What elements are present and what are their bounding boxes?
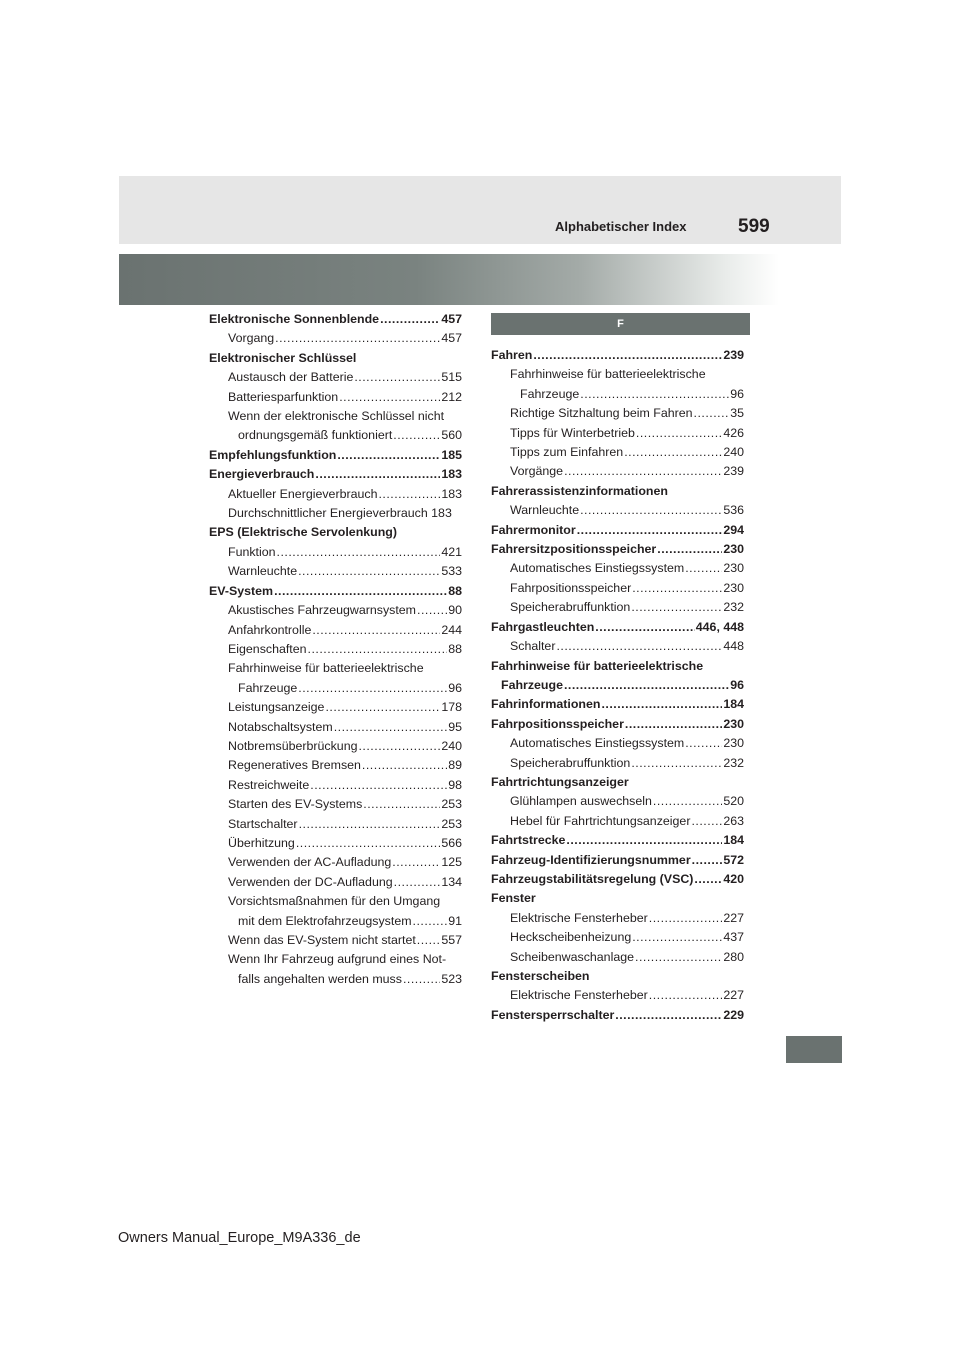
index-entry-page: 232 — [723, 755, 744, 770]
index-entry-leader — [564, 462, 722, 481]
index-entry-leader — [595, 618, 694, 637]
index-entry-page: 240 — [441, 738, 462, 753]
index-entry-leader — [378, 485, 440, 504]
index-entry — [491, 1006, 744, 1025]
index-entry-leader — [334, 718, 448, 737]
thumb-index-tab — [786, 1036, 842, 1063]
index-entry-text: Richtige Sitzhaltung beim Fahren — [510, 406, 693, 421]
index-entry-page: 125 — [441, 855, 462, 870]
index-entry — [209, 640, 462, 659]
index-entry-page: 178 — [441, 700, 462, 715]
index-entry — [491, 792, 744, 811]
index-entry-page: 533 — [441, 564, 462, 579]
index-entry — [209, 368, 462, 387]
index-entry-leader — [632, 579, 722, 598]
index-entry-text: Fahrpositionsspeicher — [510, 580, 632, 595]
index-entry — [209, 776, 462, 795]
index-entry — [491, 559, 744, 578]
index-entry-leader — [394, 873, 441, 892]
index-entry-text: Fahrzeuge — [238, 680, 298, 695]
index-entry-text: Verwenden der DC-Aufladung — [228, 874, 393, 889]
index-entry-page: 421 — [441, 544, 462, 559]
index-entry-text: Fenstersperrschalter — [491, 1007, 615, 1022]
index-entry-page: 240 — [723, 445, 744, 460]
index-entry-leader — [691, 812, 722, 831]
index-entry-page: 212 — [441, 389, 462, 404]
index-entry — [491, 540, 744, 559]
index-entry-page: 184 — [723, 697, 744, 712]
index-entry — [491, 870, 744, 889]
index-entry-leader — [417, 601, 447, 620]
index-entry-page: 523 — [441, 971, 462, 986]
index-entry-leader — [296, 834, 441, 853]
index-entry-text: Fenster — [491, 891, 536, 906]
index-entry-text: Speicherabruffunktion — [510, 600, 631, 615]
index-entry-text: Wenn Ihr Fahrzeug aufgrund eines Not- — [228, 952, 447, 967]
index-entry-text: Austausch der Batterie — [228, 370, 354, 385]
index-entry — [209, 698, 462, 717]
index-entry-leader — [577, 521, 723, 540]
index-entry — [491, 734, 744, 753]
index-entry-leader — [310, 776, 447, 795]
index-entry-text: Durchschnittlicher Energieverbrauch 183 — [228, 506, 452, 521]
index-entry-text: Fahrhinweise für batterieelektrische — [228, 661, 424, 676]
index-entry — [209, 388, 462, 407]
index-entry-page: 253 — [441, 797, 462, 812]
index-entry-text: Eigenschaften — [228, 641, 307, 656]
index-entry — [491, 482, 744, 501]
index-entry-text: Elektronischer Schlüssel — [209, 350, 357, 365]
index-entry — [209, 853, 462, 872]
index-entry-text: Regeneratives Bremsen — [228, 758, 361, 773]
index-entry-text: Fahrerassistenzinformationen — [491, 483, 668, 498]
index-entry-text: Fahrzeuge — [501, 677, 563, 692]
index-entry-leader — [413, 912, 448, 931]
index-entry-text: Warnleuchte — [228, 564, 298, 579]
index-entry-text: Starten des EV-Systems — [228, 797, 363, 812]
index-entry-text: Restreichweite — [228, 777, 310, 792]
index-entry — [209, 718, 462, 737]
index-entry-text: Scheibenwaschanlage — [510, 949, 634, 964]
index-entry-leader — [299, 815, 441, 834]
index-entry-page: 230 — [723, 736, 744, 751]
index-entry-leader — [362, 756, 447, 775]
index-entry-leader — [315, 465, 440, 484]
index-entry-text: Vorsichtsmaßnahmen für den Umgang — [228, 894, 441, 909]
index-entry-page: 183 — [441, 486, 462, 501]
index-entry-page: 572 — [723, 852, 744, 867]
page-number: 599 — [738, 216, 770, 237]
index-entry-page: 98 — [448, 777, 462, 792]
index-entry-text: Tipps für Winterbetrieb — [510, 425, 635, 440]
index-entry-page: 185 — [441, 447, 462, 462]
index-entry-leader — [631, 754, 722, 773]
index-entry-text: EV-System — [209, 583, 274, 598]
index-entry — [491, 385, 744, 404]
index-entry-page: 227 — [723, 910, 744, 925]
index-entry — [491, 501, 744, 520]
index-entry — [491, 346, 744, 365]
index-entry-leader — [653, 792, 722, 811]
index-entry-text: Leistungsanzeige — [228, 700, 325, 715]
index-entry-leader — [275, 329, 440, 348]
index-entry-text: Überhitzung — [228, 835, 295, 850]
index-entry — [209, 465, 462, 484]
index-entry-text: Notbremsüberbrückung — [228, 738, 358, 753]
index-entry-page: 230 — [723, 561, 744, 576]
index-entry — [491, 754, 744, 773]
index-entry — [491, 695, 744, 714]
index-entry-leader — [564, 676, 729, 695]
index-entry-page: 557 — [441, 933, 462, 947]
index-entry — [491, 773, 744, 792]
index-entry-text: Fahrpositionsspeicher — [491, 716, 624, 731]
index-entry-page: 520 — [723, 794, 744, 809]
index-entry-text: Startschalter — [228, 816, 298, 831]
index-entry-text: Schalter — [510, 639, 556, 654]
index-entry-leader — [635, 948, 722, 967]
index-entry-text: ordnungsgemäß funktioniert — [238, 428, 393, 443]
index-entry — [491, 831, 744, 850]
index-entry-text: Fahrzeugstabilitätsregelung (VSC) — [491, 871, 694, 886]
index-entry-leader — [393, 426, 440, 445]
index-entry — [209, 621, 462, 640]
index-entry-text: falls angehalten werden muss — [238, 971, 402, 986]
index-entry — [209, 523, 462, 542]
index-entry — [491, 365, 744, 384]
index-entry-leader — [685, 734, 722, 753]
index-entry-leader — [625, 715, 722, 734]
index-entry — [209, 737, 462, 756]
index-entry-leader — [580, 385, 729, 404]
index-entry — [209, 873, 462, 892]
header-gradient-bar — [119, 254, 779, 305]
index-entry — [209, 659, 462, 678]
index-entry-leader — [298, 562, 440, 581]
index-entry — [209, 601, 462, 620]
index-entry-page: 227 — [723, 988, 744, 1003]
index-entry — [209, 349, 462, 368]
index-entry-text: Notabschaltsystem — [228, 719, 333, 734]
index-entry-leader — [566, 831, 722, 850]
index-entry — [209, 931, 462, 950]
index-entry — [491, 909, 744, 928]
index-entry-page: 88 — [448, 583, 462, 598]
index-entry-page: 230 — [723, 580, 744, 595]
index-entry — [491, 715, 744, 734]
index-entry-text: Verwenden der AC-Aufladung — [228, 855, 392, 870]
index-entry-page: 96 — [448, 680, 462, 695]
index-column-right — [491, 310, 744, 1025]
index-entry — [209, 679, 462, 698]
index-entry-page: 457 — [441, 312, 462, 326]
index-entry-text: Hebel für Fahrtrichtungsanzeiger — [510, 813, 691, 828]
index-entry — [209, 834, 462, 853]
index-column-left — [209, 310, 462, 989]
index-entry-leader — [580, 501, 722, 520]
index-entry-text: Wenn das EV-System nicht startet — [228, 933, 416, 947]
index-entry-text: Speicherabruffunktion — [510, 755, 631, 770]
index-entry — [491, 676, 744, 695]
index-entry-page: 280 — [723, 949, 744, 964]
index-entry — [491, 598, 744, 617]
index-entry-page: 230 — [723, 542, 744, 557]
index-entry-text: Batteriesparfunktion — [228, 389, 339, 404]
index-entry — [209, 582, 462, 601]
index-entry-text: Fahrermonitor — [491, 522, 576, 537]
index-entry-text: Aktueller Energieverbrauch — [228, 486, 378, 501]
index-entry-leader — [403, 970, 440, 989]
index-entry-page: 95 — [448, 719, 462, 734]
index-entry-page: 134 — [441, 874, 462, 889]
index-entry-text: Automatisches Einstiegssystem — [510, 736, 685, 751]
index-entry-leader — [685, 559, 722, 578]
index-entry-text: Fahrinformationen — [491, 697, 601, 712]
index-entry-leader — [274, 582, 447, 601]
index-entry — [491, 889, 744, 908]
index-entry-text: Vorgang — [228, 331, 275, 346]
index-entry-leader — [380, 310, 440, 329]
index-entry-text: Tipps zum Einfahren — [510, 445, 624, 460]
index-entry-page: 437 — [723, 930, 744, 945]
index-entry-leader — [298, 679, 447, 698]
section-title: Alphabetischer Index — [555, 219, 687, 234]
index-entry-leader — [615, 1006, 722, 1025]
index-entry-leader — [337, 446, 440, 465]
index-entry-page: 263 — [723, 813, 744, 828]
index-entry — [209, 970, 462, 989]
index-entry-leader — [392, 853, 440, 872]
index-entry-text: Empfehlungsfunktion — [209, 447, 337, 462]
index-entry-text: Automatisches Einstiegssystem — [510, 561, 685, 576]
index-entry-text: Fahrzeuge — [520, 386, 580, 401]
index-entry-leader — [533, 346, 722, 365]
index-entry-page: 566 — [441, 835, 462, 850]
index-entry — [491, 424, 744, 443]
index-entry-text: Elektrische Fensterheber — [510, 988, 648, 1003]
index-entry-leader — [417, 931, 441, 950]
index-entry-page: 96 — [730, 677, 744, 692]
index-entry-text: Fahrhinweise für batterieelektrische — [510, 367, 706, 382]
index-entry-page: 88 — [448, 641, 462, 656]
index-entry-leader — [325, 698, 440, 717]
index-entry-leader — [312, 621, 440, 640]
index-entry-text: Wenn der elektronische Schlüssel nicht — [228, 409, 445, 424]
index-entry-page: 426 — [723, 425, 744, 440]
index-entry-text: Elektronische Sonnenblende — [209, 312, 380, 326]
index-entry — [491, 851, 744, 870]
index-entry-text: Funktion — [228, 544, 276, 559]
footer-manual-id: Owners Manual_Europe_M9A336_de — [118, 1230, 361, 1246]
index-entry-page: 446, 448 — [695, 619, 744, 634]
index-entry-page: 239 — [723, 464, 744, 479]
index-entry-page: 560 — [441, 428, 462, 443]
index-entry-text: Heckscheibenheizung — [510, 930, 632, 945]
index-entry-leader — [649, 909, 723, 928]
index-entry-page: 239 — [723, 348, 744, 362]
index-entry-page: 183 — [441, 467, 462, 482]
index-entry — [209, 912, 462, 931]
index-entry — [209, 407, 462, 426]
index-entry-leader — [636, 424, 722, 443]
index-entry-leader — [277, 543, 441, 562]
index-entry-leader — [601, 695, 722, 714]
index-entry-leader — [354, 368, 440, 387]
index-entry — [209, 504, 462, 523]
index-entry-text: Fahren — [491, 348, 533, 362]
index-entry-page: 35 — [730, 406, 744, 421]
index-entry — [209, 310, 462, 329]
index-entry-text: Energieverbrauch — [209, 467, 315, 482]
index-entry-page: 515 — [441, 370, 462, 385]
index-entry-page: 229 — [723, 1007, 744, 1022]
index-entry-leader — [649, 986, 723, 1005]
index-entry — [491, 443, 744, 462]
index-entry — [491, 404, 744, 423]
index-entry — [491, 637, 744, 656]
index-entry — [209, 756, 462, 775]
index-entry — [491, 462, 744, 481]
index-entry-leader — [308, 640, 448, 659]
index-entry — [491, 521, 744, 540]
index-entry-page: 253 — [441, 816, 462, 831]
index-entry — [209, 426, 462, 445]
index-entry-leader — [556, 637, 722, 656]
index-entry-text: Fensterscheiben — [491, 969, 590, 983]
index-entry — [491, 967, 744, 986]
index-entry-page: 294 — [723, 522, 744, 537]
index-entry-leader — [363, 795, 440, 814]
index-entry-text: Elektrische Fensterheber — [510, 910, 648, 925]
index-entry-leader — [624, 443, 722, 462]
index-entry — [491, 618, 744, 637]
index-entry — [491, 579, 744, 598]
index-entry-text: Fahrgastleuchten — [491, 619, 595, 634]
index-entry-page: 420 — [723, 871, 744, 886]
index-entry — [491, 928, 744, 947]
index-entry — [209, 795, 462, 814]
index-entry-leader — [632, 928, 722, 947]
index-entry-page: 457 — [441, 331, 462, 346]
index-entry-leader — [631, 598, 722, 617]
index-entry-page: 91 — [448, 913, 462, 928]
index-entry — [209, 329, 462, 348]
index-entry-text: Akustisches Fahrzeugwarnsystem — [228, 603, 416, 618]
index-entry-page: 536 — [723, 503, 744, 518]
index-entry-text: Fahrzeug-Identifizierungsnummer — [491, 852, 691, 867]
index-entries-right — [491, 346, 744, 1025]
index-entry — [209, 562, 462, 581]
index-entry-text: Glühlampen auswechseln — [510, 794, 652, 809]
index-letter-heading: F — [491, 313, 750, 335]
index-entry — [209, 446, 462, 465]
index-entry-page: 232 — [723, 600, 744, 615]
index-entry-text: Fahrersitzpositionsspeicher — [491, 542, 657, 557]
index-entry — [491, 948, 744, 967]
header-band — [119, 176, 841, 244]
index-entry-page: 230 — [723, 716, 744, 731]
index-entry-page: 448 — [723, 639, 744, 654]
index-entry-leader — [694, 404, 730, 423]
index-entry-page: 244 — [441, 622, 462, 637]
index-entry-text: Anfahrkontrolle — [228, 622, 312, 637]
index-entry-text: Vorgänge — [510, 464, 564, 479]
index-entry-page: 90 — [448, 603, 462, 618]
index-entry-text: mit dem Elektrofahrzeugsystem — [238, 913, 412, 928]
index-entry-text: Warnleuchte — [510, 503, 580, 518]
index-entry — [491, 986, 744, 1005]
index-entry — [209, 543, 462, 562]
index-entry — [209, 485, 462, 504]
index-entry-leader — [657, 540, 722, 559]
index-entry-text: Fahrtstrecke — [491, 833, 566, 848]
index-entry-leader — [692, 851, 723, 870]
index-entry-text: Fahrtrichtungsanzeiger — [491, 774, 629, 789]
index-entry — [209, 892, 462, 911]
index-entry-leader — [694, 870, 722, 889]
index-entry — [491, 657, 744, 676]
index-entry-page: 89 — [448, 758, 462, 773]
index-entry — [209, 815, 462, 834]
index-entry-page: 184 — [723, 833, 744, 848]
index-entry-leader — [339, 388, 440, 407]
index-entry-leader — [358, 737, 440, 756]
index-entry-text: Fahrhinweise für batterieelektrische — [491, 658, 704, 673]
index-entry-text: EPS (Elektrische Servolenkung) — [209, 525, 397, 540]
index-entry — [491, 812, 744, 831]
index-entry-page: 96 — [730, 386, 744, 401]
index-entry — [209, 950, 462, 969]
